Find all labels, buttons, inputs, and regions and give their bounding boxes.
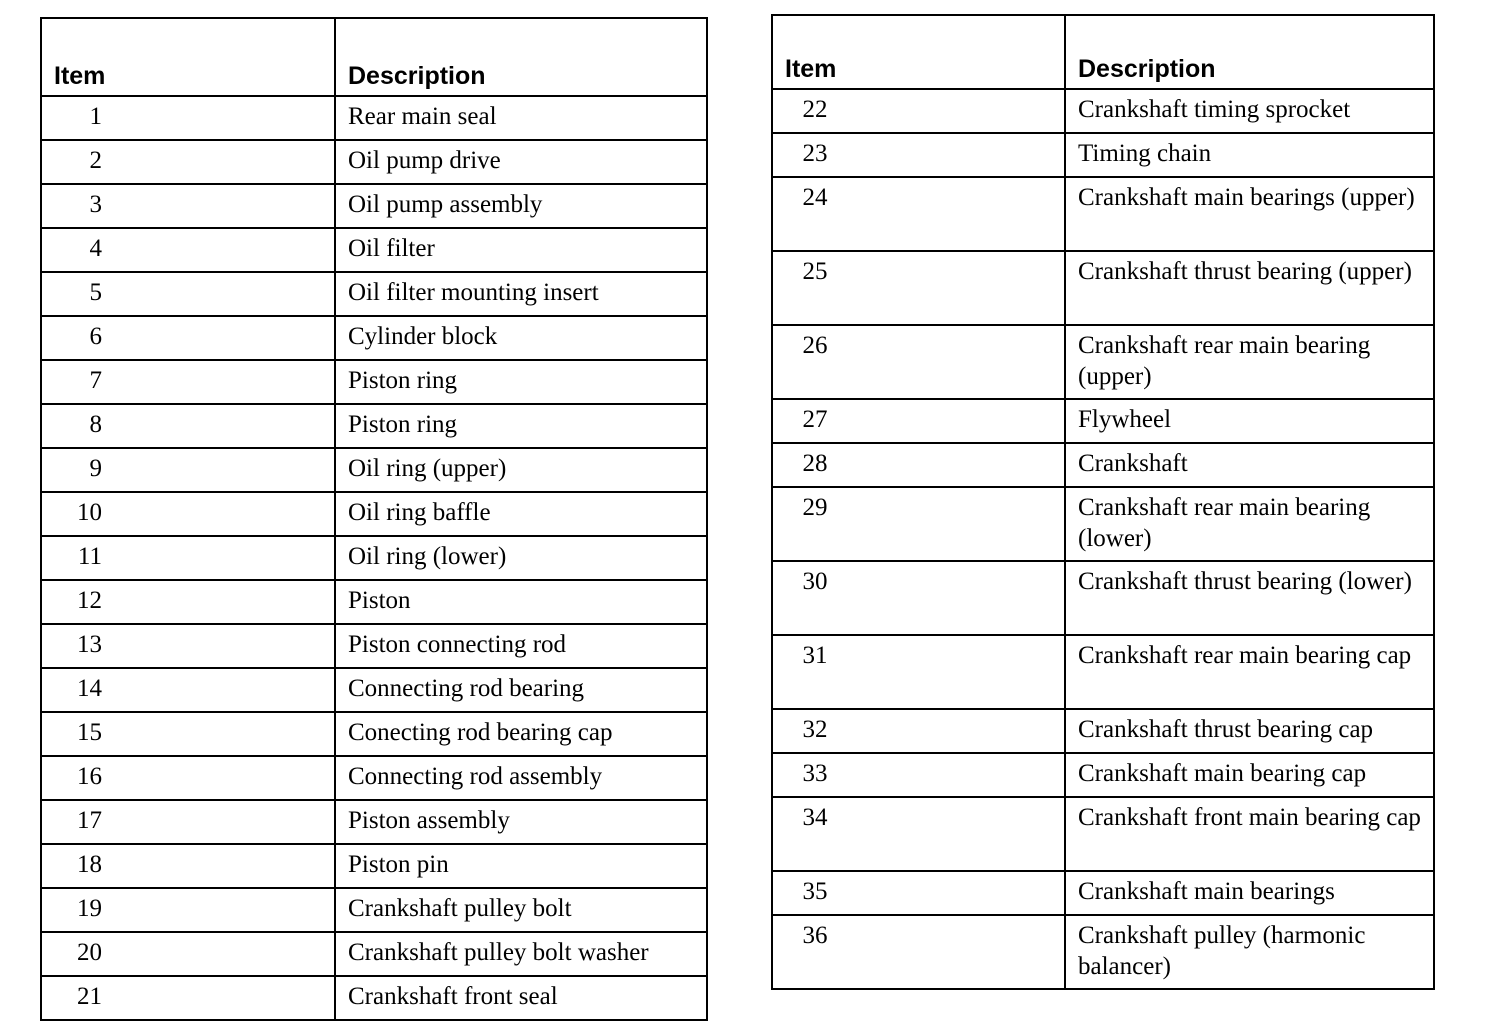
table-row <box>772 177 1434 251</box>
item-number: 16 <box>77 763 102 790</box>
item-description: Crankshaft thrust bearing (upper) <box>1065 251 1434 325</box>
item-number: 36 <box>802 922 828 949</box>
item-number-cell <box>41 668 335 712</box>
parts-table-right-body <box>772 89 1434 989</box>
item-description: Piston <box>335 580 707 624</box>
parts-table-left <box>40 17 708 1021</box>
item-number: 26 <box>802 332 828 359</box>
item-number: 34 <box>802 804 828 831</box>
item-number-cell <box>772 177 1065 251</box>
item-description: Piston connecting rod <box>335 624 707 668</box>
table-row <box>41 228 707 272</box>
item-number: 19 <box>77 895 102 922</box>
item-description: Crankshaft main bearings <box>1065 871 1434 915</box>
item-description: Rear main seal <box>335 96 707 140</box>
table-row <box>772 915 1434 989</box>
item-number-cell <box>41 228 335 272</box>
item-number: 2 <box>89 147 102 174</box>
table-row <box>772 753 1434 797</box>
item-description: Flywheel <box>1065 399 1434 443</box>
item-number-cell <box>41 140 335 184</box>
item-description: Crankshaft timing sprocket <box>1065 89 1434 133</box>
item-description: Cylinder block <box>335 316 707 360</box>
table-row <box>41 96 707 140</box>
table-header-row <box>772 15 1434 89</box>
item-number-cell <box>41 404 335 448</box>
item-number-cell <box>41 316 335 360</box>
item-number: 35 <box>802 878 828 905</box>
item-number-cell <box>41 448 335 492</box>
item-number-cell <box>772 89 1065 133</box>
table-row <box>772 89 1434 133</box>
table-row <box>41 844 707 888</box>
item-number: 27 <box>802 406 828 433</box>
item-description: Piston pin <box>335 844 707 888</box>
item-number-cell <box>41 360 335 404</box>
item-description: Piston ring <box>335 360 707 404</box>
item-number-cell <box>41 800 335 844</box>
table-row <box>772 443 1434 487</box>
table-row <box>41 492 707 536</box>
table-row <box>772 871 1434 915</box>
item-description: Crankshaft front seal <box>335 976 707 1020</box>
item-description: Oil filter mounting insert <box>335 272 707 316</box>
item-number-cell <box>772 487 1065 561</box>
item-description: Crankshaft main bearing cap <box>1065 753 1434 797</box>
table-row <box>41 668 707 712</box>
item-description: Piston ring <box>335 404 707 448</box>
item-number: 7 <box>89 367 102 394</box>
description-column-header: Description <box>335 18 707 96</box>
table-row <box>772 399 1434 443</box>
table-row <box>41 140 707 184</box>
item-number: 4 <box>89 235 102 262</box>
item-number: 20 <box>77 939 102 966</box>
item-number-cell <box>41 624 335 668</box>
item-description: Crankshaft pulley bolt <box>335 888 707 932</box>
item-description: Oil ring (upper) <box>335 448 707 492</box>
item-number: 17 <box>77 807 102 834</box>
item-number-cell <box>772 915 1065 989</box>
item-column-header: Item <box>772 15 1065 89</box>
item-description: Oil pump drive <box>335 140 707 184</box>
item-number: 15 <box>77 719 102 746</box>
item-number-cell <box>772 251 1065 325</box>
item-description: Crankshaft rear main bearing cap <box>1065 635 1434 709</box>
item-number-cell <box>41 536 335 580</box>
item-number: 23 <box>802 140 828 167</box>
parts-table-left-body <box>41 96 707 1020</box>
item-description: Timing chain <box>1065 133 1434 177</box>
item-number-cell <box>772 709 1065 753</box>
item-column-header: Item <box>41 18 335 96</box>
table-row <box>41 536 707 580</box>
item-number-cell <box>772 797 1065 871</box>
table-row <box>772 133 1434 177</box>
table-row <box>772 709 1434 753</box>
item-number: 21 <box>77 983 102 1010</box>
item-number: 29 <box>802 494 828 521</box>
item-description: Oil filter <box>335 228 707 272</box>
table-row <box>41 888 707 932</box>
table-row <box>41 272 707 316</box>
item-number: 1 <box>89 103 102 130</box>
table-row <box>41 404 707 448</box>
item-number: 18 <box>77 851 102 878</box>
table-row <box>772 487 1434 561</box>
item-number-cell <box>772 635 1065 709</box>
item-description: Crankshaft rear main bearing (upper) <box>1065 325 1434 399</box>
item-number: 31 <box>802 642 828 669</box>
item-description: Oil ring baffle <box>335 492 707 536</box>
table-row <box>41 624 707 668</box>
item-number-cell <box>772 133 1065 177</box>
item-description: Crankshaft pulley bolt washer <box>335 932 707 976</box>
item-description: Connecting rod bearing <box>335 668 707 712</box>
table-row <box>41 580 707 624</box>
table-row <box>41 712 707 756</box>
item-description: Crankshaft main bearings (upper) <box>1065 177 1434 251</box>
table-row <box>772 251 1434 325</box>
item-description: Crankshaft thrust bearing cap <box>1065 709 1434 753</box>
table-row <box>772 561 1434 635</box>
item-number-cell <box>772 871 1065 915</box>
item-number: 10 <box>77 499 102 526</box>
item-number: 13 <box>77 631 102 658</box>
item-number-cell <box>41 96 335 140</box>
item-number: 28 <box>802 450 828 477</box>
item-number: 33 <box>802 760 828 787</box>
item-description: Crankshaft rear main bearing (lower) <box>1065 487 1434 561</box>
item-number: 6 <box>89 323 102 350</box>
item-description: Connecting rod assembly <box>335 756 707 800</box>
item-number: 24 <box>802 184 828 211</box>
item-number-cell <box>41 844 335 888</box>
item-description: Piston assembly <box>335 800 707 844</box>
table-row <box>41 360 707 404</box>
item-number-cell <box>772 399 1065 443</box>
item-number-cell <box>41 272 335 316</box>
item-number: 30 <box>802 568 828 595</box>
table-row <box>772 635 1434 709</box>
table-row <box>41 184 707 228</box>
item-number: 25 <box>802 258 828 285</box>
item-number: 14 <box>77 675 102 702</box>
item-number-cell <box>41 888 335 932</box>
table-row <box>41 932 707 976</box>
item-number: 8 <box>89 411 102 438</box>
item-description: Crankshaft thrust bearing (lower) <box>1065 561 1434 635</box>
item-number: 5 <box>89 279 102 306</box>
item-number: 9 <box>89 455 102 482</box>
table-row <box>41 448 707 492</box>
table-row <box>41 316 707 360</box>
item-number-cell <box>41 580 335 624</box>
item-number-cell <box>772 325 1065 399</box>
table-row <box>41 976 707 1020</box>
table-row <box>772 797 1434 871</box>
parts-table-right <box>771 14 1435 990</box>
item-number-cell <box>41 184 335 228</box>
item-description: Crankshaft <box>1065 443 1434 487</box>
item-description: Oil pump assembly <box>335 184 707 228</box>
table-row <box>41 756 707 800</box>
item-number-cell <box>772 561 1065 635</box>
item-description: Crankshaft pulley (harmonic balancer) <box>1065 915 1434 989</box>
item-number-cell <box>41 492 335 536</box>
item-number-cell <box>772 753 1065 797</box>
item-number: 11 <box>77 543 102 570</box>
item-description: Oil ring (lower) <box>335 536 707 580</box>
item-number-cell <box>41 712 335 756</box>
table-header-row <box>41 18 707 96</box>
item-number-cell <box>772 443 1065 487</box>
table-row <box>772 325 1434 399</box>
item-number-cell <box>41 932 335 976</box>
item-number: 12 <box>77 587 102 614</box>
item-description: Conecting rod bearing cap <box>335 712 707 756</box>
table-row <box>41 800 707 844</box>
item-number: 32 <box>802 716 828 743</box>
item-description: Crankshaft front main bearing cap <box>1065 797 1434 871</box>
description-column-header: Description <box>1065 15 1434 89</box>
item-number: 22 <box>802 96 828 123</box>
item-number-cell <box>41 756 335 800</box>
item-number-cell <box>41 976 335 1020</box>
item-number: 3 <box>89 191 102 218</box>
